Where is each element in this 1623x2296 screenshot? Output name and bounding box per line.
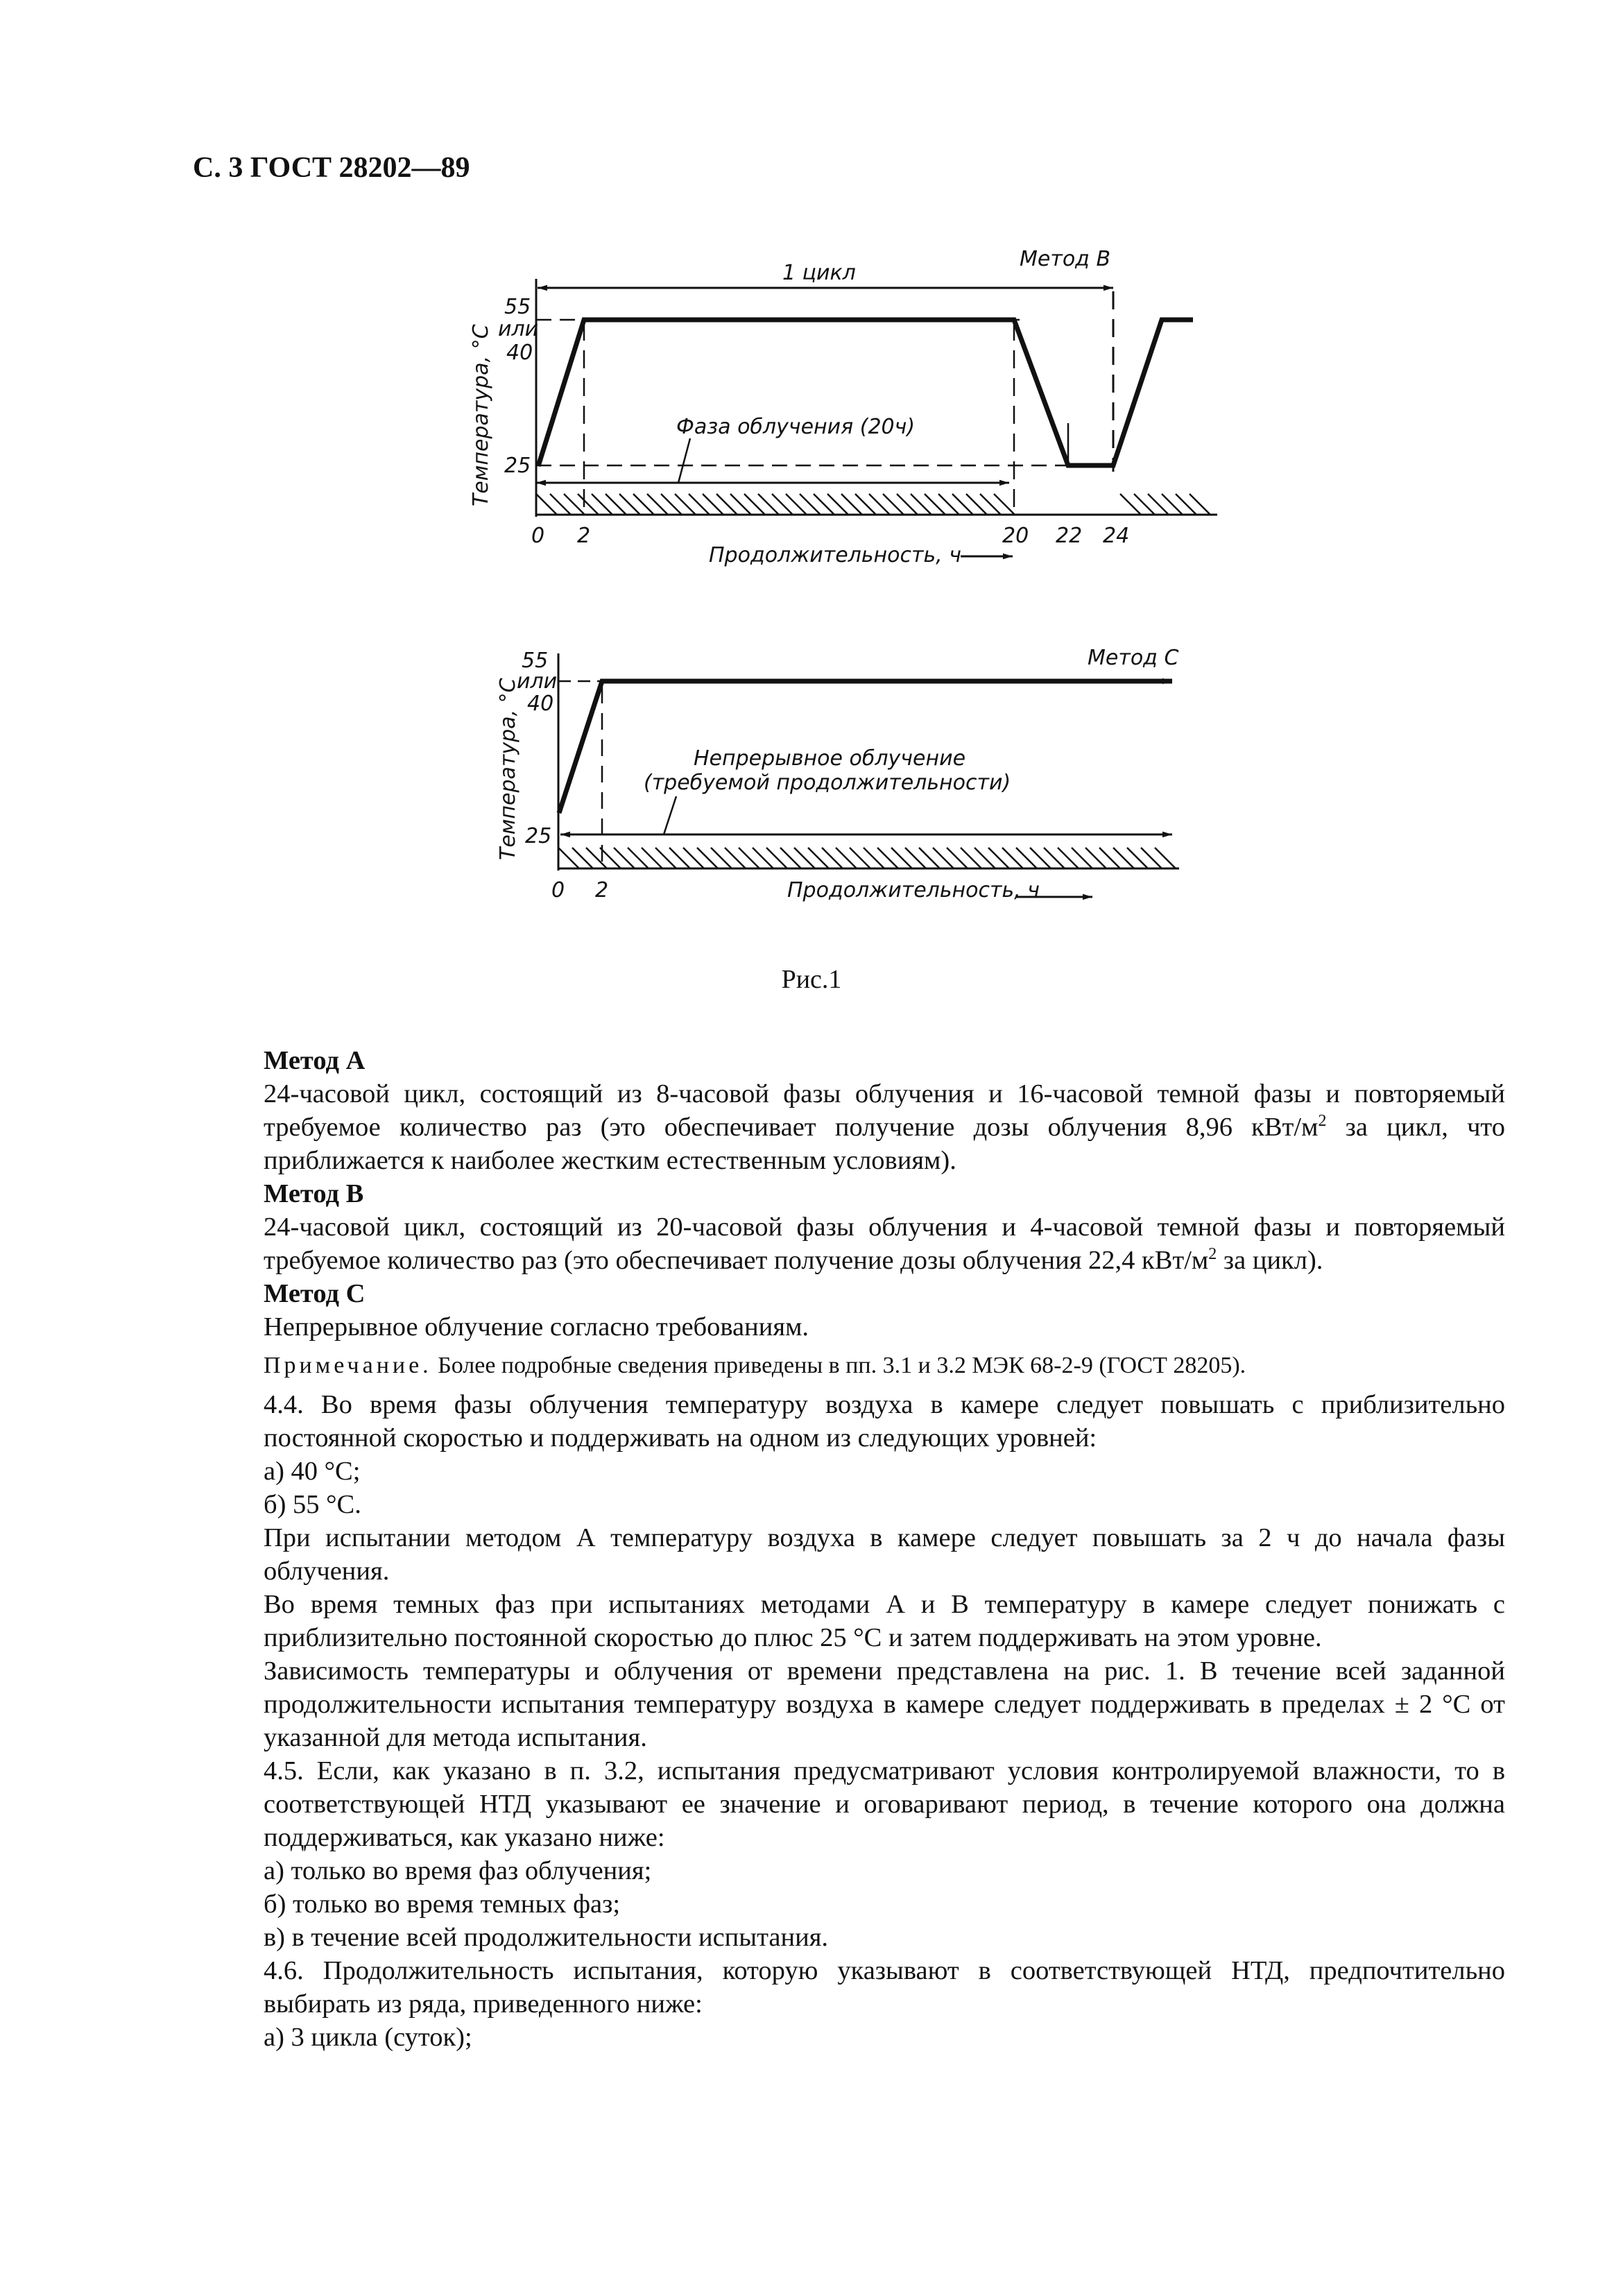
y-tick-25: 25	[504, 454, 531, 478]
x-tick-0: 0	[531, 524, 545, 548]
x-axis-label: Продолжительность, ч	[787, 878, 1040, 902]
y-axis-label: Температура, °С	[469, 324, 493, 506]
cycle-label: 1 цикл	[782, 261, 856, 285]
paragraph-4-6-a: а) 3 цикла (суток);	[264, 2023, 472, 2052]
paragraph-4-5-c: в) в течение всей продолжительности испытания.	[264, 1923, 829, 1952]
x-tick-20: 20	[1002, 524, 1029, 548]
paragraph-4-4: 4.4. Во время фазы облучения температуру воздуха в камере следует повышать с приблизительно постоянной скоростью и поддерживать на одном из следующих уровней:	[264, 1390, 1505, 1453]
note	[264, 1349, 1505, 1382]
method-b-sup: 2	[1208, 1245, 1217, 1264]
x-axis-label: Продолжительность, ч	[709, 543, 961, 567]
paragraph-4-4-b: б) 55 °С.	[264, 1490, 361, 1519]
paragraph-4-6: 4.6. Продолжительность испытания, которую указывают в соответствующей НТД, предпочтительно выбирать из ряда, приведенного ниже:	[264, 1956, 1505, 2019]
phase-label-2: (требуемой продолжительности)	[644, 771, 1011, 795]
x-tick-2: 2	[595, 878, 609, 902]
phase-leader	[664, 796, 676, 834]
paragraph-4-5: 4.5. Если, как указано в п. 3.2, испытания предусматривают условия контролируемой влажности, то в соответствующей НТД указывают ее значение и оговаривают период, в течение которого она должна поддерживаться, как указано ниже:	[264, 1756, 1505, 1852]
y-tick-or: или	[498, 317, 539, 341]
body-text	[264, 1044, 1505, 2054]
y-axis-label: Температура, °С	[496, 678, 520, 860]
method-b-heading: Метод В	[264, 1179, 364, 1208]
phase-label-1: Непрерывное облучение	[694, 746, 966, 771]
temperature-curve	[538, 320, 1193, 466]
phase-leader	[678, 438, 690, 483]
paragraph-method-a-test: При испытании методом А температуру воздуха в камере следует повышать за 2 ч до начала фазы облучения.	[264, 1523, 1505, 1586]
method-a-heading: Метод А	[264, 1046, 366, 1075]
method-a-sup: 2	[1318, 1112, 1327, 1131]
paragraph-4-5-b: б) только во время темных фаз;	[264, 1890, 621, 1919]
x-tick-2: 2	[577, 524, 591, 548]
method-b-label: Метод B	[1020, 247, 1111, 271]
x-tick-24: 24	[1103, 524, 1130, 548]
figure-1	[0, 0, 1623, 971]
paragraph-dependency: Зависимость температуры и облучения от времени представлена на рис. 1. В течение всей заданной продолжительности испытания температуру воздуха в камере следует поддерживать в пределах ± 2 °С от указанной для метода испытания.	[264, 1656, 1505, 1752]
phase-label: Фаза облучения (20ч)	[676, 415, 916, 439]
method-a-text	[264, 1077, 1505, 1177]
method-b-text-1: 24-часовой цикл, состоящий из 20-часовой фазы облучения и 4-часовой темной фазы и повторяемый требуемое количество раз (это обеспечивает получение дозы облучения 22,4 кВт/м	[264, 1213, 1505, 1275]
paragraph-4-5-a: а) только во время фаз облучения;	[264, 1856, 652, 1885]
chart-method-b	[469, 247, 1217, 567]
y-tick-25: 25	[525, 824, 552, 848]
y-tick-55: 55	[504, 295, 531, 319]
chart-method-c	[496, 646, 1179, 902]
method-a-text-1: 24-часовой цикл, состоящий из 8-часовой фазы облучения и 16-часовой темной фазы и повторяемый требуемое количество раз (это обеспечивает получение дозы облучения 8,96 кВт/м	[264, 1079, 1505, 1142]
page-header: С. 3 ГОСТ 28202—89	[193, 152, 470, 184]
y-tick-55: 55	[522, 649, 549, 673]
figure-caption: Рис.1	[781, 965, 842, 994]
method-a-text-2: за цикл, что приближается к наиболее жестким естественным условиям).	[264, 1113, 1505, 1175]
method-b-text	[264, 1210, 1505, 1277]
paragraph-dark-phases: Во время темных фаз при испытаниях методами А и В температуру в камере следует понижать с приблизительно постоянной скоростью до плюс 25 °С и затем поддерживать на этом уровне.	[264, 1590, 1505, 1652]
method-c-heading: Метод С	[264, 1279, 366, 1308]
ground-hatching	[536, 494, 1210, 515]
y-tick-40: 40	[527, 692, 554, 716]
ground-hatching	[558, 848, 1176, 868]
method-c-label: Метод C	[1088, 646, 1179, 670]
method-c-text: Непрерывное облучение согласно требованиям.	[264, 1312, 809, 1342]
note-text: Более подробные сведения приведены в пп. 3.1 и 3.2 МЭК 68-2-9 (ГОСТ 28205).	[431, 1353, 1246, 1378]
y-tick-or: или	[517, 669, 558, 694]
y-tick-40: 40	[506, 341, 533, 365]
note-label: Примечание.	[264, 1353, 432, 1378]
x-tick-22: 22	[1056, 524, 1083, 548]
method-b-text-2: за цикл).	[1217, 1246, 1323, 1275]
x-tick-0: 0	[551, 878, 565, 902]
paragraph-4-4-a: а) 40 °С;	[264, 1457, 361, 1486]
